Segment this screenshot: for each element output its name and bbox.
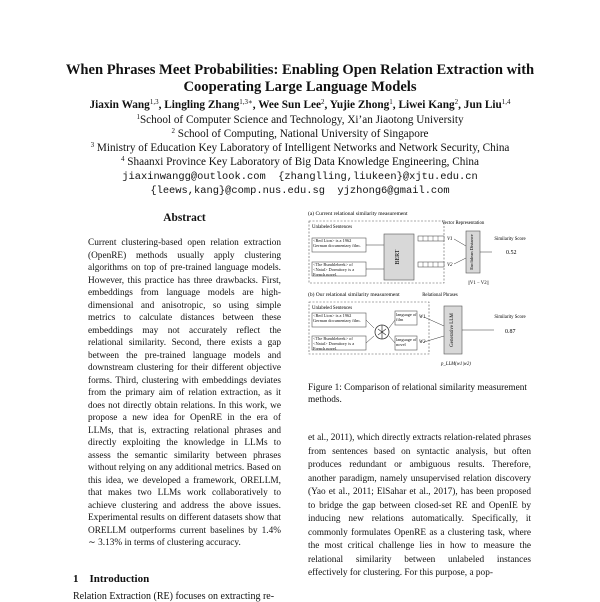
v2-label: V2 xyxy=(447,263,453,268)
vector-v2 xyxy=(418,262,444,267)
sentence-2b: <The Bumblebeek> of <Natal> Dormitory is a French novel. xyxy=(313,336,355,350)
sentence-1: <Red Lion> is a 1962 German documentary film. xyxy=(313,238,361,248)
generative-llm-label: Generative LLM xyxy=(450,313,455,347)
arrow xyxy=(424,336,444,342)
phrase-2: language of novel xyxy=(396,337,417,347)
arrow xyxy=(424,317,444,326)
email-line[interactable]: jiaxinwangg@outlook.com {zhanglling,liukeen}@xjtu.edu.cn xyxy=(122,171,478,183)
right-column-text: et al., 2011), which directly extracts relation-related phrases from sentences based on syntactic analysis, but often produces redundant or ambiguous results. Therefore, another paradigm, namely unsupervised relation discovery (Yao et al., 2011; ElSahar et al., 2017), has been proposed to bridge the gap between closed-set RE and OpenIE by inducing new relations automatically. Specifically, it commonly formulates OpenRE as a clustering task, where the most critical challenge lies in how to measure the relational similarity between unlabeled instances effectively for clustering. For this purpose, a pop- xyxy=(308,433,531,578)
section-number: 1 xyxy=(73,573,79,585)
author-sup: 2 xyxy=(321,98,325,106)
affiliation-text: School of Computing, National University of Singapore xyxy=(177,128,429,140)
author-sup: 2 xyxy=(454,98,459,106)
affiliation xyxy=(0,142,600,154)
sentence-1b: <Red Lion> is a 1962 German documentary film. xyxy=(313,313,361,323)
author-list: Jiaxin Wang$^{1,3}$, Lingling Zhang$^{1,3∗}$, Wee Sun Lee$^2$, Yujie Zhong$^1$, Liwei Kang$^2$, Jun Liu$^{1,4}$ xyxy=(89,98,511,111)
unlabeled-sentences-a: Unlabeled Sentences xyxy=(312,225,353,230)
author: Liwei Kang xyxy=(398,99,455,111)
affiliation-sup: 2 xyxy=(171,127,175,135)
arrow xyxy=(366,320,374,328)
author: Jun Liu xyxy=(463,99,502,111)
w1-label: W1 xyxy=(419,315,426,320)
affiliation xyxy=(0,128,600,140)
paper-title-line-1: When Phrases Meet Probabilities: Enabling Open Relation Extraction with xyxy=(65,62,535,78)
section-title: Introduction xyxy=(89,573,150,585)
intro-first-line: Relation Extraction (RE) focuses on extracting re- xyxy=(73,591,275,602)
figure-label-a: (a) Current relational similarity measurement xyxy=(308,211,408,217)
llm-logo-icon xyxy=(375,325,389,339)
similarity-score-a: 0.52 xyxy=(506,250,517,256)
relational-phrases-label: Relational Phrases xyxy=(422,293,458,298)
affiliation xyxy=(0,156,600,168)
arrow xyxy=(366,336,374,343)
author-sup: 1,4 xyxy=(501,98,511,106)
affiliation-text: Ministry of Education Key Laboratory of Intelligent Networks and Network Security, China xyxy=(96,142,510,154)
v1-label: V1 xyxy=(447,237,453,242)
similarity-score-a-title: Similarity Score xyxy=(494,237,526,242)
unlabeled-sentences-b: Unlabeled Sentences xyxy=(312,306,353,311)
arrow xyxy=(389,336,395,343)
formula-b: p_LLM(w1|w2) xyxy=(441,362,471,367)
affiliation-text: Shaanxi Province Key Laboratory of Big Data Knowledge Engineering, China xyxy=(127,156,479,168)
abstract-text: Current clustering-based open relation extraction (OpenRE) methods usually apply clustering algorithms on top of pre-trained language models. However, this practice has three drawbacks. First, embeddings from language models are high-dimensional and anisotropic, so using simple metrics to calculate distances between these embeddings may not accurately reflect the relational similarity. Second, there exists a gap between the pre-trained language models and downstream clustering for their different objective forms. Third, clustering with embeddings deviates from the primary aim of relation extraction, as it does not directly obtain relations. In this work, we propose a new idea for OpenRE in the era of LLMs, that is, extracting relational phrases and directly exploiting the knowledge in LLMs to assess the semantic similarity between phrases without relying on any additional metrics. Based on this idea, we developed a framework, ORELLM, that makes two LLMs work collaboratively to achieve clustering and address the above issues. Experimental results on different datasets show that ORELLM outperforms current baselines by 1.4% ∼ 3.13% in terms of clustering accuracy. xyxy=(88,238,281,548)
affiliation-text: School of Computer Science and Technology, Xi’an Jiaotong University xyxy=(139,114,464,126)
bert-label: BERT xyxy=(395,249,401,265)
affiliation-sup: 3 xyxy=(90,141,95,149)
author-sup: 1,3 xyxy=(149,98,159,106)
phrase-1: language of film xyxy=(396,312,417,322)
formula-a: ||V1 − V2|| xyxy=(468,281,489,286)
paper-title-line-2: Cooperating Large Language Models xyxy=(183,79,417,95)
author: Wee Sun Lee xyxy=(258,99,322,111)
arrow xyxy=(454,239,466,246)
author-sup: 1 xyxy=(389,98,393,106)
author-sup: 1,3∗ xyxy=(239,98,253,106)
vector-representation-label: Vector Representation xyxy=(441,221,485,226)
figure-1 xyxy=(300,206,532,378)
vector-v1 xyxy=(418,236,444,241)
w2-label: W2 xyxy=(419,340,426,345)
section-heading xyxy=(73,573,149,585)
author: Jiaxin Wang xyxy=(89,99,150,111)
figure-label-b: (b) Our relational similarity measurement xyxy=(308,292,400,298)
figure-caption: Figure 1: Comparison of relational similarity measurement methods. xyxy=(308,383,527,406)
similarity-score-b: 0.87 xyxy=(505,329,516,335)
affiliation-sup: 4 xyxy=(121,155,125,163)
arrow xyxy=(454,258,466,264)
affiliation-sup: 1 xyxy=(136,113,140,121)
abstract-heading: Abstract xyxy=(163,212,206,224)
euclidean-label: Euclidean Distance xyxy=(469,234,474,270)
arrow xyxy=(389,320,395,328)
sentence-2: <The Bumblebeek> of <Natal> Dormitory is a French novel. xyxy=(313,262,355,276)
author: Yujie Zhong xyxy=(329,99,390,111)
affiliation xyxy=(0,114,600,126)
similarity-score-b-title: Similarity Score xyxy=(494,315,526,320)
author: Lingling Zhang xyxy=(164,99,240,111)
email-line[interactable]: {leews,kang}@comp.nus.edu.sg yjzhong6@gmail.com xyxy=(150,185,450,197)
